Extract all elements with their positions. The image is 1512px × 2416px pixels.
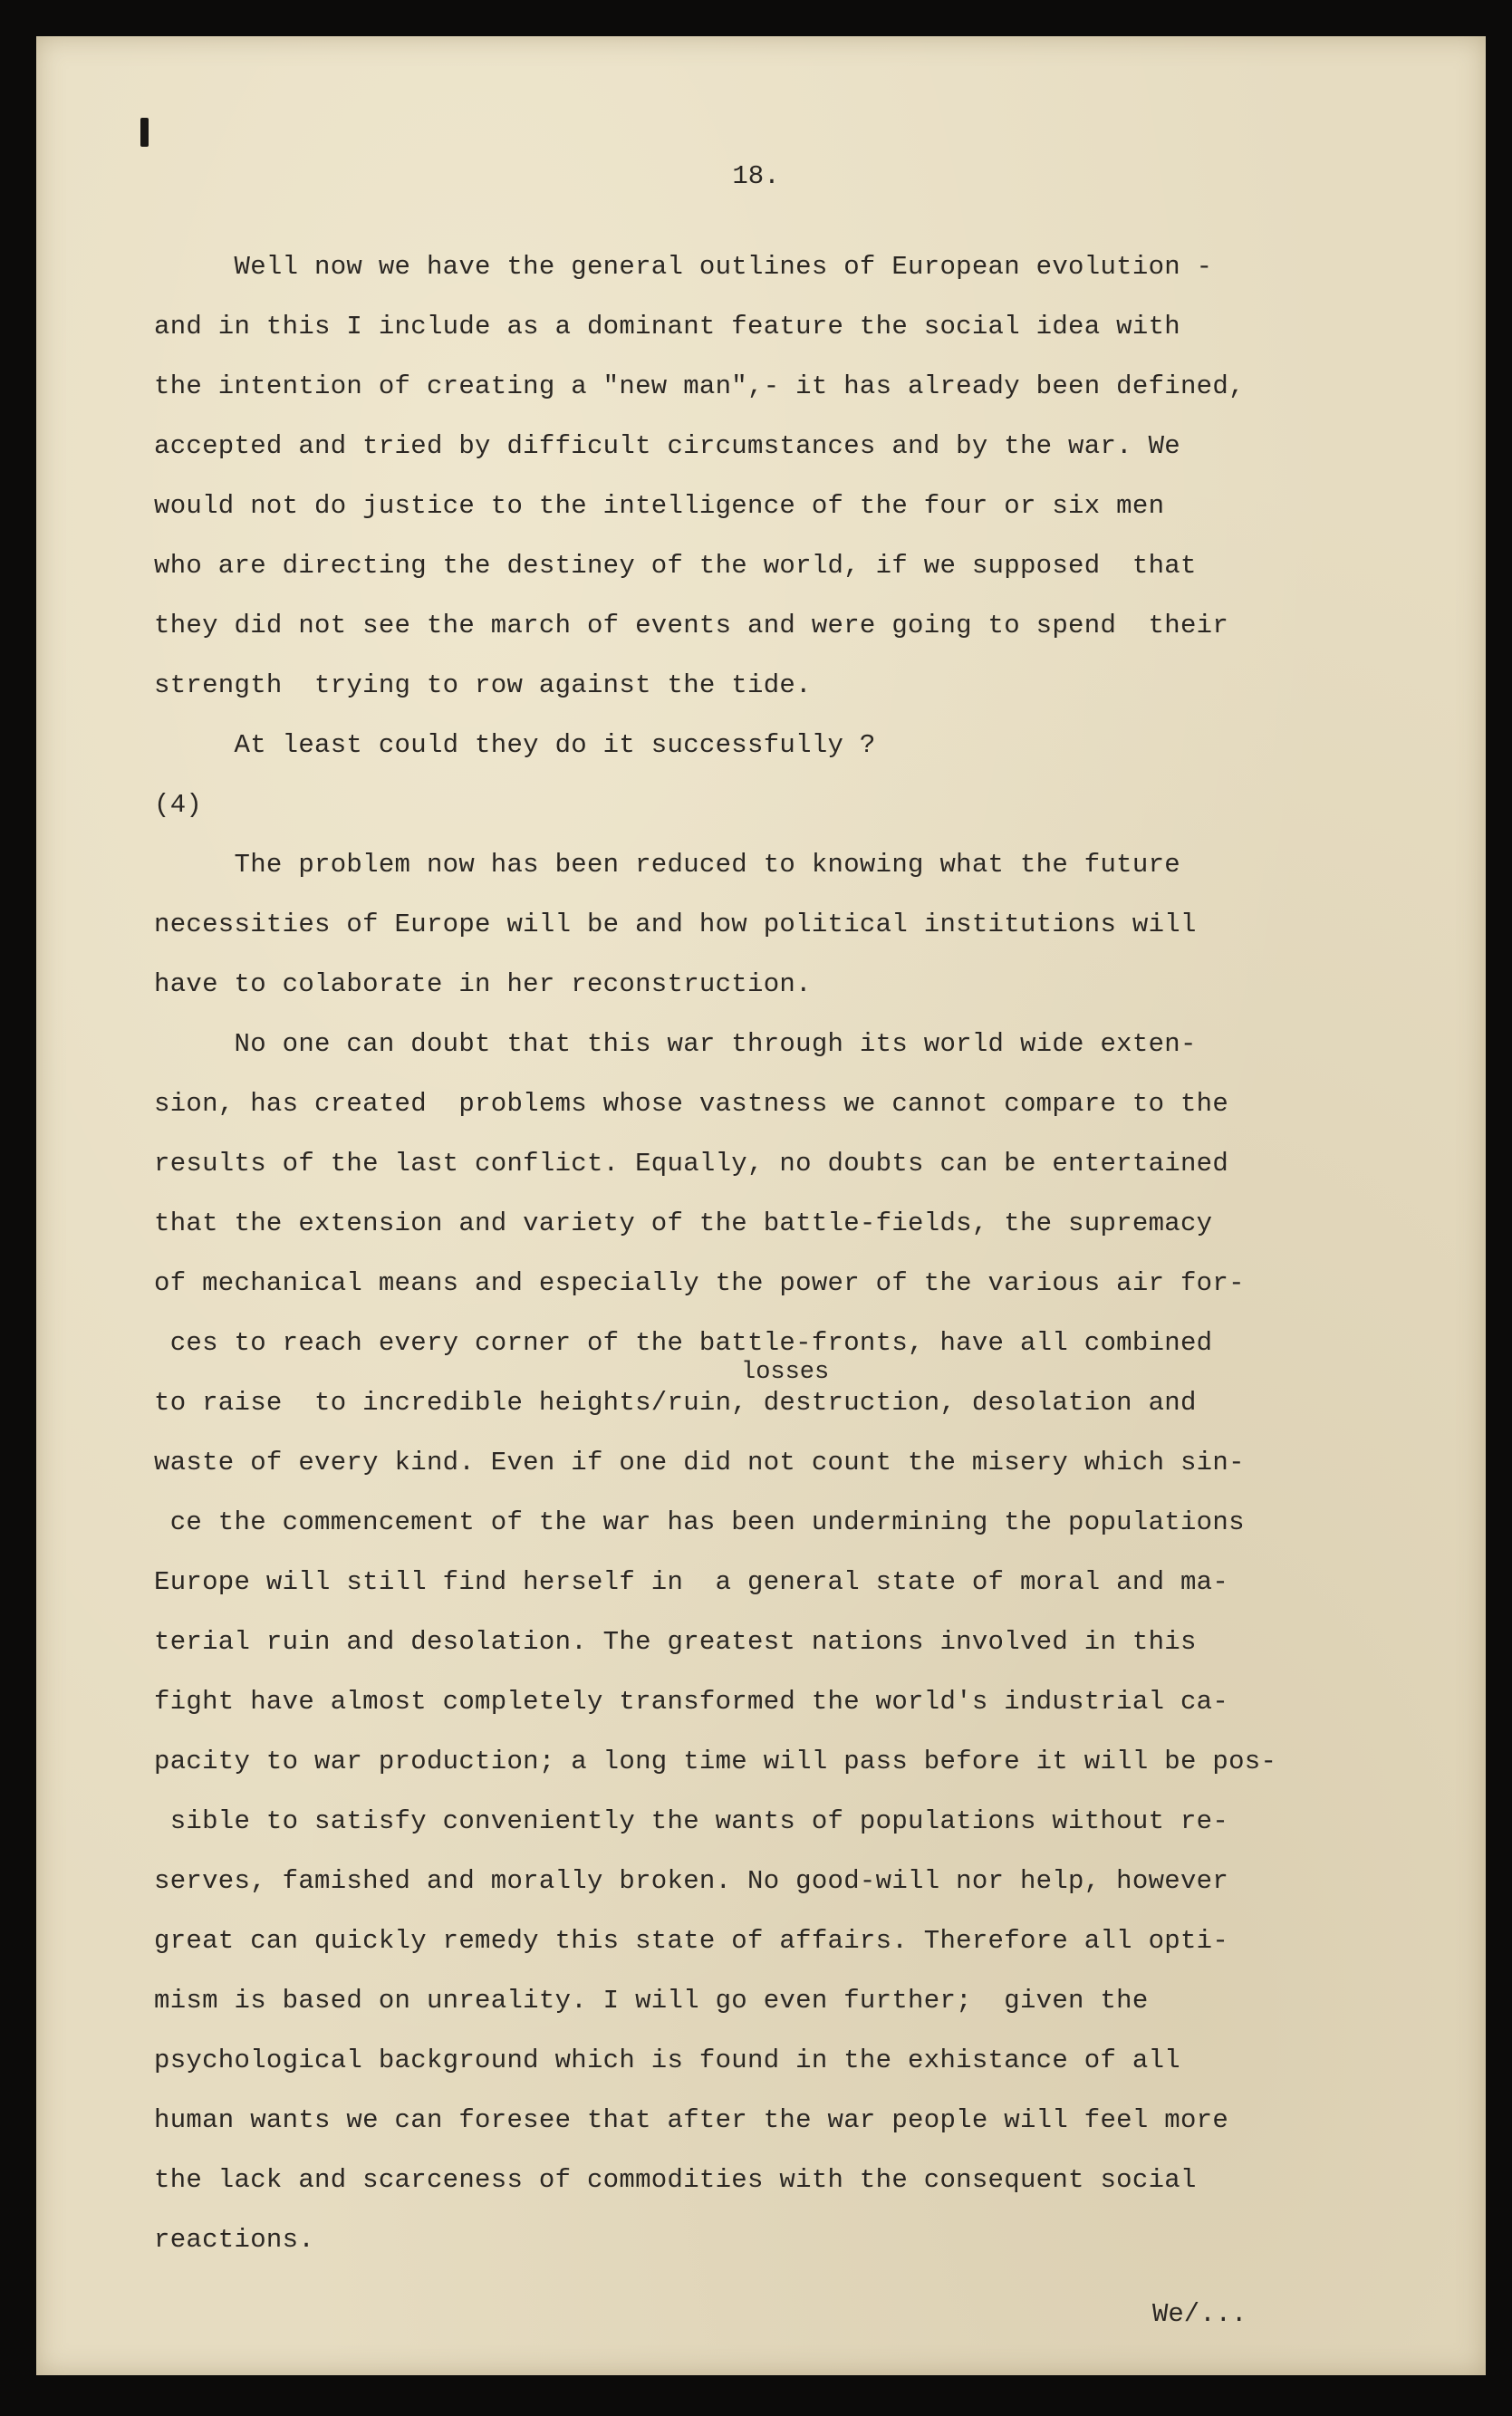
interlinear-insertion: losses	[741, 1359, 830, 1386]
text-line: would not do justice to the intelligence of the four or six men	[154, 491, 1165, 521]
text-line: have to colaborate in her reconstruction.	[154, 969, 812, 999]
continuation-signoff: We/...	[1152, 2299, 1247, 2329]
section-marker: (4)	[154, 790, 203, 820]
text-line: sion, has created problems whose vastness we cannot compare to the	[154, 1089, 1229, 1119]
text-line: pacity to war production; a long time will pass before it will be pos-	[154, 1747, 1277, 1776]
text-line: necessities of Europe will be and how political institutions will	[154, 910, 1197, 939]
text-line: waste of every kind. Even if one did not count the misery which sin-	[154, 1448, 1245, 1478]
text-line: results of the last conflict. Equally, no doubts can be entertained	[154, 1149, 1229, 1179]
text-line: reactions.	[154, 2225, 315, 2255]
text-line: of mechanical means and especially the power of the various air for-	[154, 1268, 1245, 1298]
text-line: the intention of creating a "new man",- it has already been defined,	[154, 371, 1245, 401]
text-line: the lack and scarceness of commodities with the consequent social	[154, 2165, 1197, 2195]
text-line: strength trying to row against the tide.	[154, 670, 812, 700]
text-line: Europe will still find herself in a general state of moral and ma-	[154, 1567, 1229, 1597]
text-line: ce the commencement of the war has been undermining the populations	[154, 1507, 1245, 1537]
text-line: to raise to incredible heights/ruin, destruction, desolation and	[154, 1388, 1197, 1418]
text-line: serves, famished and morally broken. No good-will nor help, however	[154, 1866, 1229, 1896]
text-line: and in this I include as a dominant feature the social idea with	[154, 312, 1180, 342]
text-line: At least could they do it successfully ?	[154, 730, 876, 760]
text-line: accepted and tried by difficult circumstances and by the war. We	[154, 431, 1180, 461]
text-line: great can quickly remedy this state of affairs. Therefore all opti-	[154, 1926, 1229, 1956]
page-number: 18.	[732, 161, 780, 191]
text-line: Well now we have the general outlines of European evolution -	[154, 252, 1213, 282]
text-line: The problem now has been reduced to knowing what the future	[154, 850, 1180, 880]
text-line: human wants we can foresee that after the war people will feel more	[154, 2105, 1229, 2135]
text-line: psychological background which is found in the exhistance of all	[154, 2045, 1180, 2075]
text-line: sible to satisfy conveniently the wants of populations without re-	[154, 1806, 1229, 1836]
text-line: they did not see the march of events and were going to spend their	[154, 611, 1229, 640]
ink-mark	[140, 118, 149, 147]
text-line: ces to reach every corner of the battle-fronts, have all combined	[154, 1328, 1213, 1358]
text-line: mism is based on unreality. I will go even further; given the	[154, 1986, 1149, 2016]
text-line: fight have almost completely transformed the world's industrial ca-	[154, 1687, 1229, 1717]
text-line: that the extension and variety of the battle-fields, the supremacy	[154, 1208, 1213, 1238]
text-line: who are directing the destiney of the world, if we supposed that	[154, 551, 1197, 581]
text-line: terial ruin and desolation. The greatest nations involved in this	[154, 1627, 1197, 1657]
text-line: No one can doubt that this war through its world wide exten-	[154, 1029, 1197, 1059]
